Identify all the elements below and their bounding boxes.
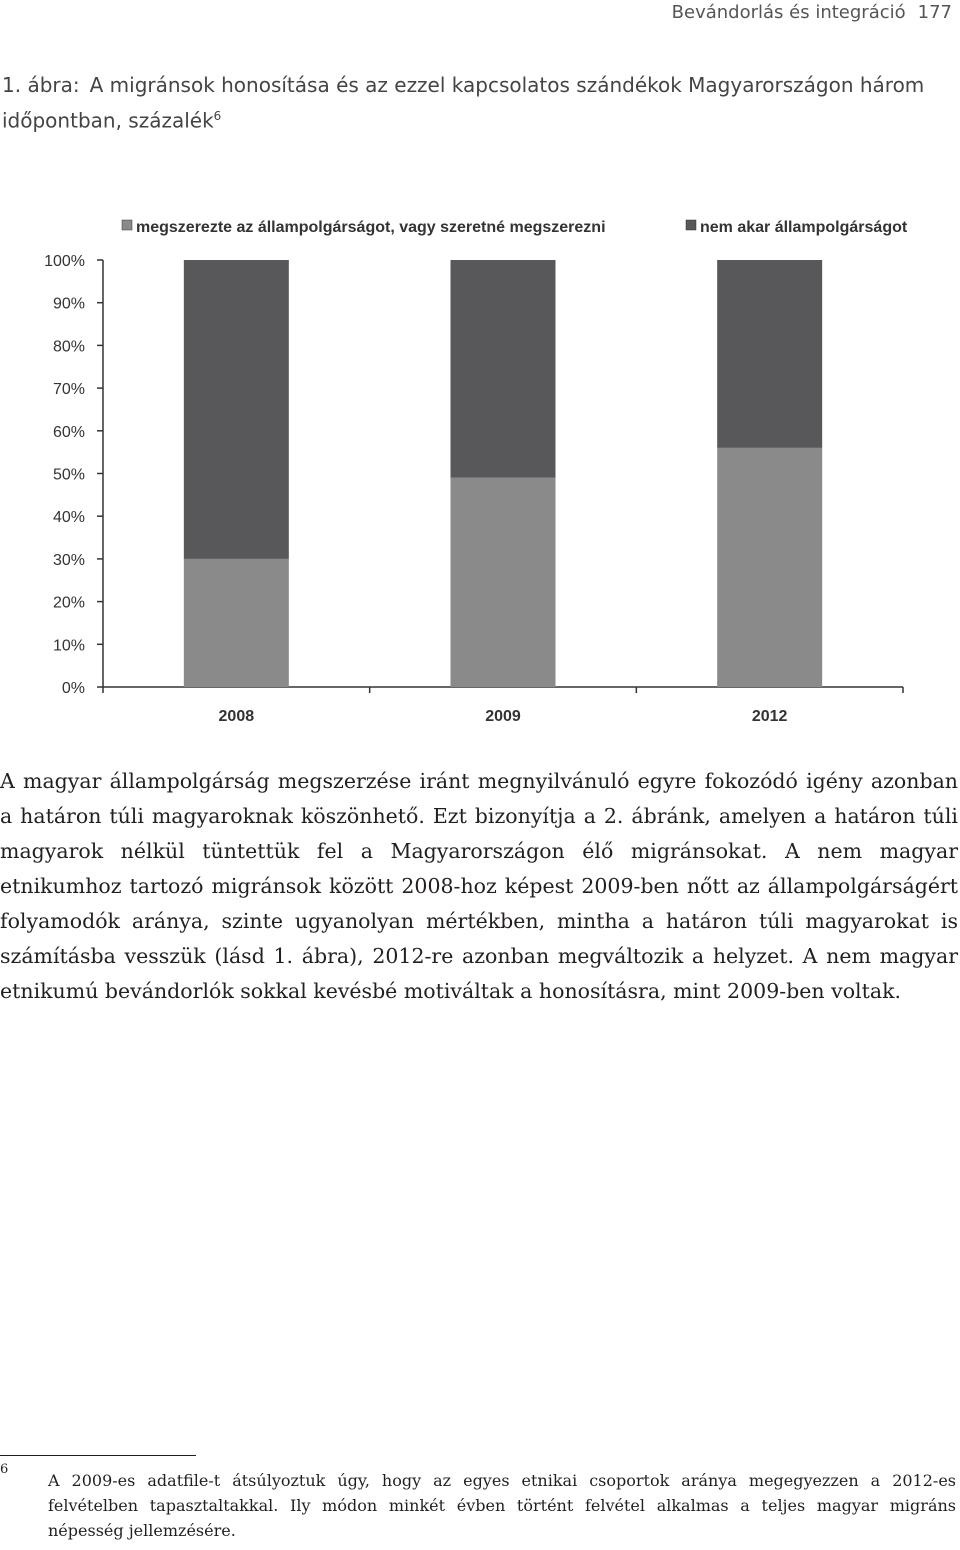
y-tick-label: 30% xyxy=(52,551,85,569)
footnote-rule xyxy=(0,1455,196,1456)
bar-segment xyxy=(717,260,822,448)
legend-label: nem akar állampolgárságot xyxy=(700,219,908,236)
legend-swatch xyxy=(122,220,132,230)
bar-segment xyxy=(184,260,289,559)
bar-segment xyxy=(184,559,289,687)
y-tick-label: 80% xyxy=(52,338,85,356)
legend-swatch xyxy=(686,220,696,230)
page-number: 177 xyxy=(917,2,952,23)
y-tick-label: 90% xyxy=(52,295,85,313)
y-tick-label: 10% xyxy=(52,637,85,655)
y-tick-label: 40% xyxy=(52,509,85,527)
running-title: Bevándorlás és integráció xyxy=(671,2,906,23)
figure-label: 1. ábra: xyxy=(2,73,80,97)
y-tick-label: 50% xyxy=(52,466,85,484)
figure-caption xyxy=(2,70,957,137)
footnote-reference: 6 xyxy=(213,109,222,123)
figure-title: A migránsok honosítása és az ezzel kapcsolatos szándékok Magyarországon három időpontban, százalék xyxy=(2,73,925,133)
stacked-bar-chart xyxy=(0,200,960,740)
x-category-label: 2012 xyxy=(751,708,788,725)
bar-segment xyxy=(451,260,556,478)
body-paragraph: A magyar állampolgárság megszerzése iránt megnyilvánuló egyre fokozódó igény azonban a határon túli magyaroknak köszönhető. Ezt bizonyítja a 2. ábránk, amelyen a határon túli magyarok nélkül tüntettük fel a Magyarországon élő migránsokat. A nem magyar etnikumhoz tartozó migránsok között 2008-hoz képest 2009-ben nőtt az állampolgárságért folyamodók aránya, szinte ugyanolyan mértékben, mintha a határon túli magyarokat is számításba vesszük (lásd 1. ábra), 2012-re azonban megváltozik a helyzet. A nem magyar etnikumú bevándorlók sokkal kevésbé motiváltak a honosításra, mint 2009-ben voltak. xyxy=(0,769,958,1003)
bar-segment xyxy=(717,448,822,687)
footnote-text: A 2009-es adatfile-t átsúlyoztuk úgy, hogy az egyes etnikai csoportok aránya megegyezzen a 2012-es felvételben tapasztaltakkal. Ily módon minkét évben történt felvétel alkalmas a teljes magyar migráns népesség jellemzésére. xyxy=(48,1471,956,1540)
bar-segment xyxy=(451,478,556,687)
y-tick-label: 70% xyxy=(52,381,85,399)
y-tick-label: 100% xyxy=(44,253,85,270)
running-header xyxy=(672,2,952,23)
x-category-label: 2008 xyxy=(218,708,255,725)
y-tick-label: 60% xyxy=(52,423,85,441)
x-category-label: 2009 xyxy=(485,708,521,725)
footnote-number: 6 xyxy=(0,1462,9,1477)
y-tick-label: 0% xyxy=(61,680,85,697)
legend-label: megszerezte az állampolgárságot, vagy szeretné megszerezni xyxy=(136,219,606,236)
y-tick-label: 20% xyxy=(52,594,85,612)
